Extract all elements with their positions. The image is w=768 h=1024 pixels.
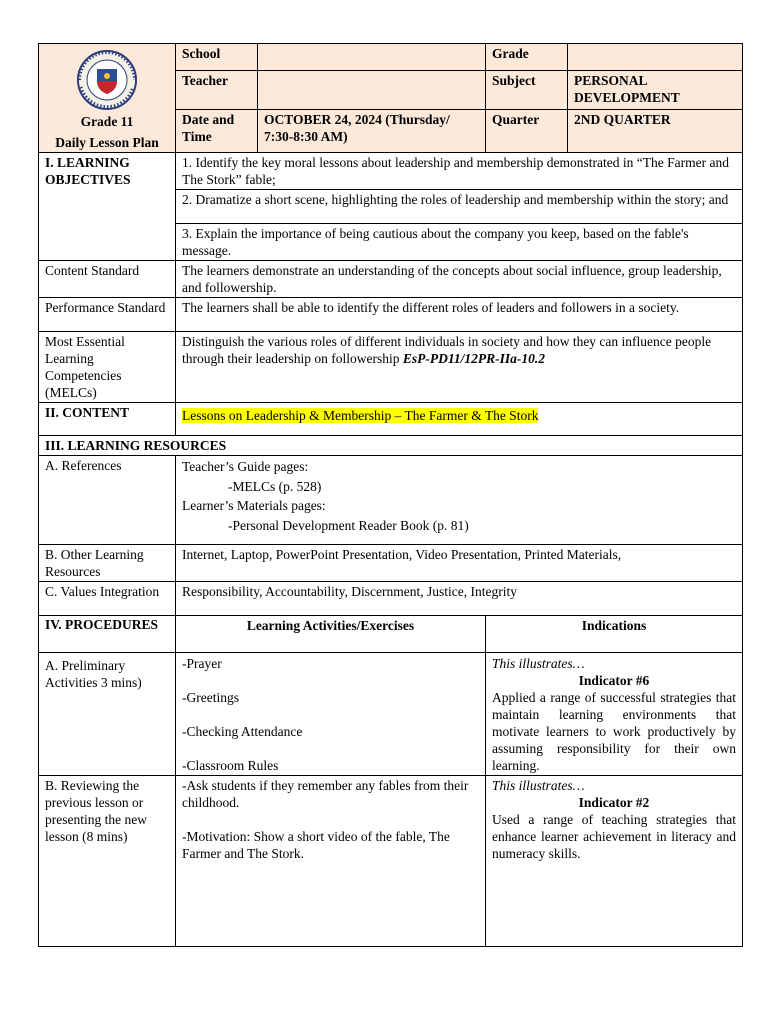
activity-item: -Ask students if they remember any fables from their childhood. [182, 778, 469, 810]
lm-value: -Personal Development Reader Book (p. 81) [228, 517, 469, 533]
grade-label: Grade [486, 44, 568, 71]
teacher-value[interactable] [258, 70, 486, 110]
performance-standard-text: The learners shall be able to identify the different roles of leaders and followers in a society. [176, 298, 743, 332]
objective-item: 2. Dramatize a short scene, highlighting the roles of leadership and membership within the story; and [176, 190, 743, 224]
tg-value: -MELCs (p. 528) [228, 478, 322, 494]
content-standard-label: Content Standard [39, 261, 176, 298]
plan-title: Daily Lesson Plan [55, 135, 159, 150]
lm-label: Learner’s Materials pages: [182, 498, 326, 513]
references-cell [176, 456, 743, 545]
activity-item: -Motivation: Show a short video of the fable, The Farmer and The Stork. [182, 829, 450, 861]
procedures-label: IV. PROCEDURES [39, 616, 176, 653]
melcs-text: Distinguish the various roles of different individuals in society and how they can influence people through their leadership on followership [182, 334, 712, 366]
objective-item: 1. Identify the key moral lessons about leadership and membership demonstrated in “The Farmer and The Stork” fable; [176, 153, 743, 190]
indicator-text: Used a range of teaching strategies that enhance learner achievement in literacy and numeracy skills. [492, 812, 736, 861]
procedure-label: B. Reviewing the previous lesson or presenting the new lesson (8 mins) [39, 776, 176, 947]
school-value[interactable] [258, 44, 486, 71]
indicator-title: Indicator #6 [578, 673, 650, 688]
procedure-activities [176, 776, 486, 947]
values-integration-label: C. Values Integration [39, 582, 176, 616]
references-label: A. References [39, 456, 176, 545]
illustrates-text: This illustrates… [492, 656, 585, 671]
activity-item: -Prayer [182, 656, 222, 671]
col-indications-header: Indications [486, 616, 743, 653]
date-label: Date and Time [176, 110, 258, 153]
grade-title: Grade 11 [80, 114, 134, 129]
content-standard-text: The learners demonstrate an understanding of the concepts about social influence, group leadership, and followership. [176, 261, 743, 298]
teacher-label: Teacher [176, 70, 258, 110]
other-resources-label: B. Other Learning Resources [39, 545, 176, 582]
content-cell [176, 403, 743, 436]
procedure-label: A. Preliminary Activities 3 mins) [39, 653, 176, 776]
subject-label: Subject [486, 70, 568, 110]
illustrates-text: This illustrates… [492, 778, 585, 793]
indicator-title: Indicator #2 [578, 795, 650, 810]
content-label: II. CONTENT [39, 403, 176, 436]
quarter-label: Quarter [486, 110, 568, 153]
tg-label: Teacher’s Guide pages: [182, 459, 309, 474]
melcs-cell [176, 332, 743, 403]
other-resources-value: Internet, Laptop, PowerPoint Presentation, Video Presentation, Printed Materials, [176, 545, 743, 582]
quarter-value: 2ND QUARTER [568, 110, 743, 153]
grade-value[interactable] [568, 44, 743, 71]
activity-item: -Checking Attendance [182, 724, 303, 739]
deped-seal-icon [73, 49, 141, 111]
subject-value: PERSONAL DEVELOPMENT [568, 70, 743, 110]
header-logo-cell [39, 44, 176, 153]
objective-item: 3. Explain the importance of being cautious about the company you keep, based on the fable's message. [176, 224, 743, 261]
school-label: School [176, 44, 258, 71]
values-integration-value: Responsibility, Accountability, Discernment, Justice, Integrity [176, 582, 743, 616]
objectives-label: I. LEARNING OBJECTIVES [39, 153, 176, 261]
resources-label: III. LEARNING RESOURCES [39, 436, 743, 456]
procedure-activities [176, 653, 486, 776]
performance-standard-label: Performance Standard [39, 298, 176, 332]
date-value: OCTOBER 24, 2024 (Thursday/ 7:30-8:30 AM) [258, 110, 486, 153]
procedure-indications [486, 653, 743, 776]
melcs-label: Most Essential Learning Competencies (MELCs) [39, 332, 176, 403]
content-topic: Lessons on Leadership & Membership – The Farmer & The Stork [182, 408, 539, 423]
melcs-code: EsP-PD11/12PR-IIa-10.2 [402, 351, 545, 366]
lesson-plan-table [38, 43, 743, 947]
activity-item: -Classroom Rules [182, 758, 279, 773]
procedure-indications [486, 776, 743, 947]
col-activities-header: Learning Activities/Exercises [176, 616, 486, 653]
indicator-text: Applied a range of successful strategies that maintain learning environments that motivate learners to work productively by assuming responsibility for their own learning. [492, 690, 736, 773]
activity-item: -Greetings [182, 690, 239, 705]
